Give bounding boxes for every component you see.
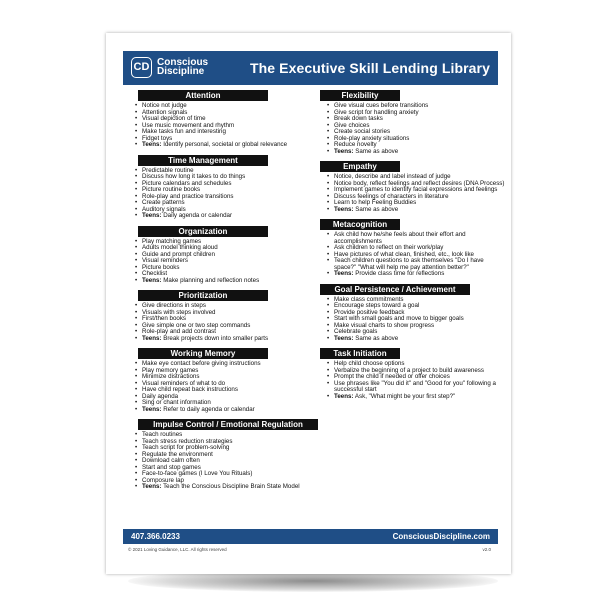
teens-item bbox=[142, 336, 314, 343]
list-item: • Attention signals bbox=[142, 110, 314, 117]
list-item: • Checklist bbox=[142, 271, 314, 278]
section-prioritization bbox=[128, 290, 314, 342]
list-item: • Verbalize the beginning of a project to build awareness bbox=[334, 368, 506, 375]
logo-text bbox=[157, 58, 208, 76]
teens-label: Teens: bbox=[142, 212, 162, 219]
bullet-list bbox=[128, 103, 314, 149]
list-item: • Reduce novelty bbox=[334, 142, 506, 149]
bullet-list bbox=[128, 361, 314, 413]
page-title: The Executive Skill Lending Library bbox=[249, 60, 490, 76]
teens-text: Ask, "What might be your first step?" bbox=[354, 392, 456, 400]
teens-label: Teens: bbox=[334, 270, 354, 277]
bullet-list bbox=[320, 232, 506, 278]
list-item: • Teach script for problem-solving bbox=[142, 445, 314, 452]
bullet-list bbox=[320, 174, 506, 213]
teens-text: Same as above bbox=[355, 334, 399, 342]
teens-text: Identify personal, societal or global relevance bbox=[163, 141, 288, 148]
list-item: • Notice not judge bbox=[142, 103, 314, 110]
teens-item bbox=[334, 149, 506, 156]
teens-item bbox=[142, 407, 314, 414]
teens-label: Teens: bbox=[334, 147, 354, 155]
list-item: • Fidget toys bbox=[142, 136, 314, 143]
teens-text: Same as above bbox=[355, 205, 399, 213]
logo-line2: Discipline bbox=[157, 66, 205, 77]
footer-phone: 407.366.0233 bbox=[131, 532, 180, 541]
right-column bbox=[320, 90, 506, 406]
bullet-list bbox=[320, 361, 506, 400]
list-item: • Encourage steps toward a goal bbox=[334, 303, 506, 310]
list-item: • Play matching games bbox=[142, 239, 314, 246]
teens-text: Provide class time for reflections bbox=[355, 270, 445, 277]
logo-icon bbox=[131, 57, 152, 78]
section-heading: Time Management bbox=[138, 155, 268, 166]
teens-text: Break projects down into smaller parts bbox=[163, 334, 269, 342]
list-item: • Composure lap bbox=[142, 478, 314, 485]
list-item: • Use music movement and rhythm bbox=[142, 123, 314, 130]
list-item: • Prompt the child if needed or offer choices bbox=[334, 374, 506, 381]
bullet-list bbox=[128, 239, 314, 285]
footer-website: ConsciousDiscipline.com bbox=[392, 532, 490, 541]
list-item: • Ask child how he/she feels about their effort and accomplishments bbox=[334, 232, 506, 245]
list-item: • Start with small goals and move to bigger goals bbox=[334, 316, 506, 323]
section-heading: Attention bbox=[138, 90, 268, 101]
section-heading: Task Initiation bbox=[320, 348, 400, 359]
list-item: • Give script for handling anxiety bbox=[334, 110, 506, 117]
teens-item bbox=[142, 278, 314, 285]
list-item: • Minimize distractions bbox=[142, 374, 314, 381]
list-item: • Picture routine books bbox=[142, 187, 314, 194]
section-goal-persistence-achievement bbox=[320, 284, 506, 343]
list-item: • Picture calendars and schedules bbox=[142, 181, 314, 188]
list-item: • Auditory signals bbox=[142, 207, 314, 214]
teens-item bbox=[142, 484, 314, 491]
list-item: • Make tasks fun and interesting bbox=[142, 129, 314, 136]
list-item: • Help child choose options bbox=[334, 361, 506, 368]
teens-label: Teens: bbox=[142, 141, 162, 148]
bullet-list bbox=[128, 168, 314, 220]
teens-item bbox=[334, 271, 506, 278]
section-heading: Flexibility bbox=[320, 90, 400, 101]
list-item: • Notice, describe and label instead of judge bbox=[334, 174, 506, 181]
list-item: • Visual reminders bbox=[142, 258, 314, 265]
teens-label: Teens: bbox=[142, 405, 162, 413]
list-item: • Teach children questions to ask themselves "Do I have space?" "What will help me pay attention better?" bbox=[334, 258, 506, 271]
teens-text: Make planning and reflection notes bbox=[163, 276, 260, 284]
list-item: • Adults model thinking aloud bbox=[142, 245, 314, 252]
list-item: • Make visual charts to show progress bbox=[334, 323, 506, 330]
teens-item bbox=[142, 213, 314, 220]
list-item: • Celebrate goals bbox=[334, 329, 506, 336]
section-heading: Goal Persistence / Achievement bbox=[320, 284, 470, 295]
list-item: • Make eye contact before giving instructions bbox=[142, 361, 314, 368]
list-item: • Break down tasks bbox=[334, 116, 506, 123]
list-item: • Learn to help Feeling Buddies bbox=[334, 200, 506, 207]
teens-item bbox=[142, 142, 314, 149]
teens-label: Teens: bbox=[142, 483, 162, 490]
section-heading: Prioritization bbox=[138, 290, 268, 301]
teens-item bbox=[334, 336, 506, 343]
bullet-list bbox=[320, 297, 506, 343]
list-item: • Ask children to reflect on their work/play bbox=[334, 245, 506, 252]
bullet-list bbox=[320, 103, 506, 155]
list-item: • Have pictures of what clean, finished, etc., look like bbox=[334, 252, 506, 259]
section-time-management bbox=[128, 155, 314, 220]
teens-text: Refer to daily agenda or calendar bbox=[163, 405, 255, 413]
section-heading: Metacognition bbox=[320, 219, 400, 230]
list-item: • Provide positive feedback bbox=[334, 310, 506, 317]
bullet-list bbox=[128, 432, 314, 491]
list-item: • Give simple one or two step commands bbox=[142, 323, 314, 330]
list-item: • Start and stop games bbox=[142, 465, 314, 472]
list-item: • Daily agenda bbox=[142, 394, 314, 401]
logo-line1: Conscious bbox=[157, 57, 209, 68]
teens-label: Teens: bbox=[142, 334, 162, 342]
list-item: • Teach routines bbox=[142, 432, 314, 439]
list-item: • Have child repeat back instructions bbox=[142, 387, 314, 394]
left-column bbox=[128, 90, 314, 497]
section-heading: Working Memory bbox=[138, 348, 268, 359]
section-heading: Impulse Control / Emotional Regulation bbox=[138, 419, 318, 430]
section-task-initiation bbox=[320, 348, 506, 400]
list-item: • Picture books bbox=[142, 265, 314, 272]
list-item: • Notice body, reflect feelings and reflect desires (DNA Process) bbox=[334, 181, 506, 188]
list-item: • Give directions in steps bbox=[142, 303, 314, 310]
section-impulse-control-emotional-regulation bbox=[128, 419, 314, 491]
teens-label: Teens: bbox=[334, 392, 354, 400]
list-item: • Discuss feelings of characters in literature bbox=[334, 194, 506, 201]
list-item: • Role-play and practice transitions bbox=[142, 194, 314, 201]
section-heading: Empathy bbox=[320, 161, 400, 172]
list-item: • Visual reminders of what to do bbox=[142, 381, 314, 388]
document-page bbox=[106, 33, 511, 574]
teens-label: Teens: bbox=[334, 334, 354, 342]
list-item: • Face-to-face games (I Love You Rituals) bbox=[142, 471, 314, 478]
list-item: • Visuals with steps involved bbox=[142, 310, 314, 317]
section-empathy bbox=[320, 161, 506, 213]
teens-text: Daily agenda or calendar bbox=[163, 212, 233, 219]
list-item: • Visual depiction of time bbox=[142, 116, 314, 123]
teens-item bbox=[334, 394, 506, 401]
list-item: • Use phrases like "You did it" and "Good for you" following a successful start bbox=[334, 381, 506, 394]
list-item: • Guide and prompt children bbox=[142, 252, 314, 259]
list-item: • Give choices bbox=[334, 123, 506, 130]
teens-text: Teach the Conscious Discipline Brain State Model bbox=[163, 483, 300, 490]
section-attention bbox=[128, 90, 314, 149]
version: v2.0 bbox=[482, 547, 491, 552]
section-flexibility bbox=[320, 90, 506, 155]
list-item: • First/then books bbox=[142, 316, 314, 323]
teens-label: Teens: bbox=[142, 276, 162, 284]
list-item: • Implement games to identify facial expressions and feelings bbox=[334, 187, 506, 194]
list-item: • Make class commitments bbox=[334, 297, 506, 304]
section-working-memory bbox=[128, 348, 314, 413]
list-item: • Discuss how long it takes to do things bbox=[142, 174, 314, 181]
list-item: • Download calm often bbox=[142, 458, 314, 465]
list-item: • Regulate the environment bbox=[142, 452, 314, 459]
header-banner bbox=[123, 51, 498, 85]
teens-item bbox=[334, 207, 506, 214]
list-item: • Create patterns bbox=[142, 200, 314, 207]
section-heading: Organization bbox=[138, 226, 268, 237]
list-item: • Predictable routine bbox=[142, 168, 314, 175]
list-item: • Sing or chant information bbox=[142, 400, 314, 407]
teens-label: Teens: bbox=[334, 205, 354, 213]
section-metacognition bbox=[320, 219, 506, 278]
list-item: • Play memory games bbox=[142, 368, 314, 375]
footer-bar bbox=[123, 529, 498, 544]
list-item: • Give visual cues before transitions bbox=[334, 103, 506, 110]
list-item: • Create social stories bbox=[334, 129, 506, 136]
bullet-list bbox=[128, 303, 314, 342]
copyright: © 2021 Loving Guidance, LLC. All rights reserved bbox=[128, 547, 227, 552]
list-item: • Role-play and add contrast bbox=[142, 329, 314, 336]
logo-mark: CD bbox=[133, 61, 150, 73]
teens-text: Same as above bbox=[355, 147, 399, 155]
list-item: • Teach stress reduction strategies bbox=[142, 439, 314, 446]
list-item: • Role-play anxiety situations bbox=[334, 136, 506, 143]
section-organization bbox=[128, 226, 314, 285]
